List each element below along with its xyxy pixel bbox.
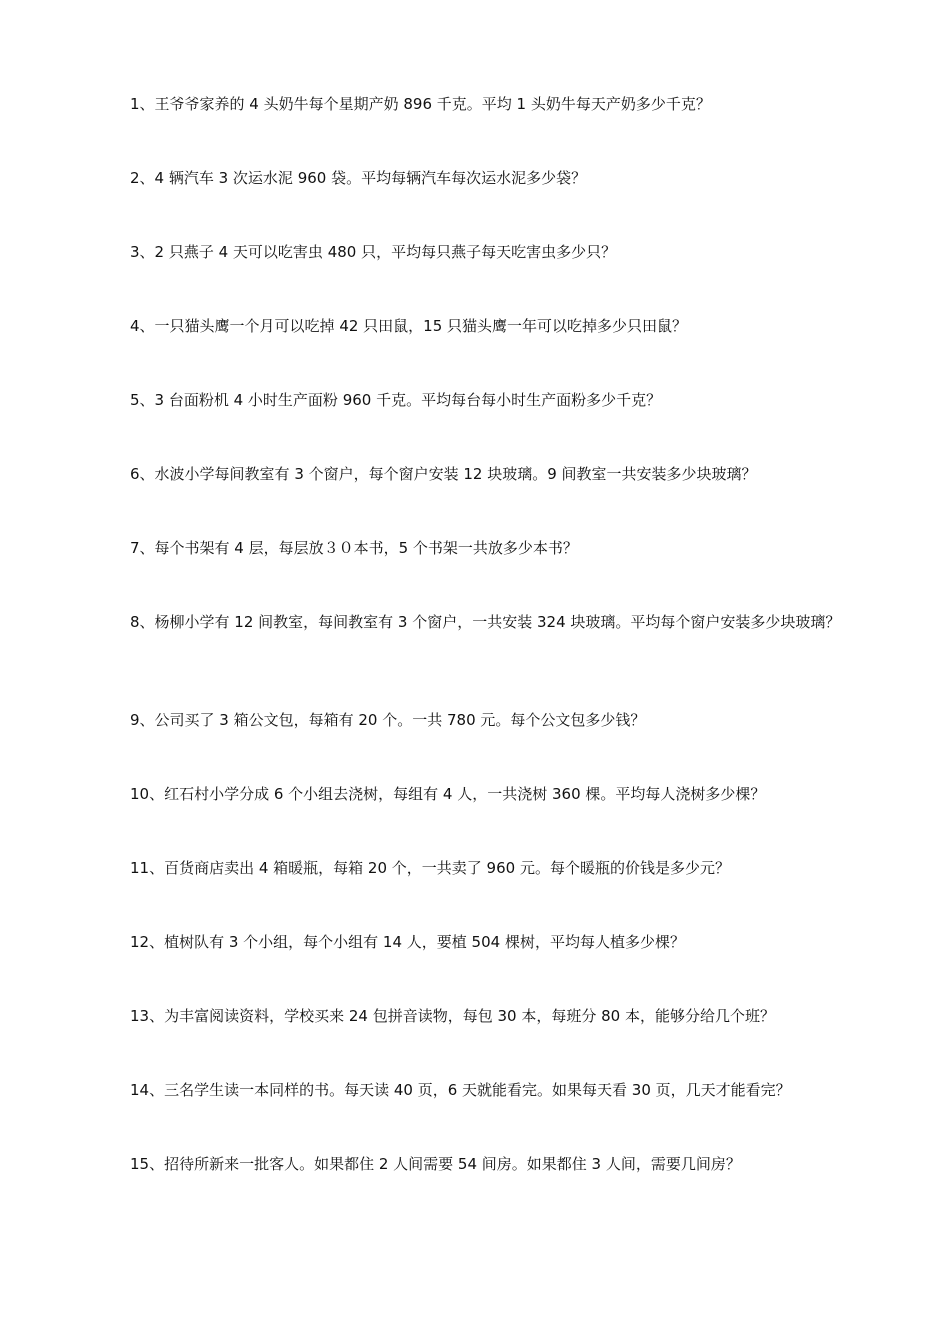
problem-13: 13、为丰富阅读资料，学校买来 24 包拼音读物，每包 30 本，每班分 80 本，能够分给几个班？: [130, 1007, 775, 1025]
problem-2: 2、4 辆汽车 3 次运水泥 960 袋。平均每辆汽车每次运水泥多少袋？: [130, 169, 587, 187]
problem-14: 14、三名学生读一本同样的书。每天读 40 页，6 天就能看完。如果每天看 30 页，几天才能看完？: [130, 1081, 791, 1099]
problem-1: 1、王爷爷家养的 4 头奶牛每个星期产奶 896 千克。平均 1 头奶牛每天产奶多少千克？: [130, 95, 711, 113]
problem-4: 4、一只猫头鹰一个月可以吃掉 42 只田鼠，15 只猫头鹰一年可以吃掉多少只田鼠？: [130, 317, 688, 335]
problem-8: 8、杨柳小学有 12 间教室，每间教室有 3 个窗户，一共安装 324 块玻璃。平均每个窗户安装多少块玻璃？: [130, 613, 841, 631]
problem-12: 12、植树队有 3 个小组，每个小组有 14 人，要植 504 棵树，平均每人植多少棵？: [130, 933, 685, 951]
problem-3: 3、2 只燕子 4 天可以吃害虫 480 只，平均每只燕子每天吃害虫多少只？: [130, 243, 617, 261]
problem-9: 9、公司买了 3 箱公文包，每箱有 20 个。一共 780 元。每个公文包多少钱？: [130, 711, 646, 729]
problem-6: 6、水波小学每间教室有 3 个窗户，每个窗户安装 12 块玻璃。9 间教室一共安装多少块玻璃？: [130, 465, 757, 483]
problem-5: 5、3 台面粉机 4 小时生产面粉 960 千克。平均每台每小时生产面粉多少千克？: [130, 391, 662, 409]
problem-7: 7、每个书架有 4 层，每层放３０本书，5 个书架一共放多少本书？: [130, 539, 578, 557]
problem-10: 10、红石村小学分成 6 个小组去浇树，每组有 4 人，一共浇树 360 棵。平均每人浇树多少棵？: [130, 785, 766, 803]
problem-15: 15、招待所新来一批客人。如果都住 2 人间需要 54 间房。如果都住 3 人间，需要几间房？: [130, 1155, 741, 1173]
problem-11: 11、百货商店卖出 4 箱暖瓶，每箱 20 个，一共卖了 960 元。每个暖瓶的价钱是多少元？: [130, 859, 730, 877]
